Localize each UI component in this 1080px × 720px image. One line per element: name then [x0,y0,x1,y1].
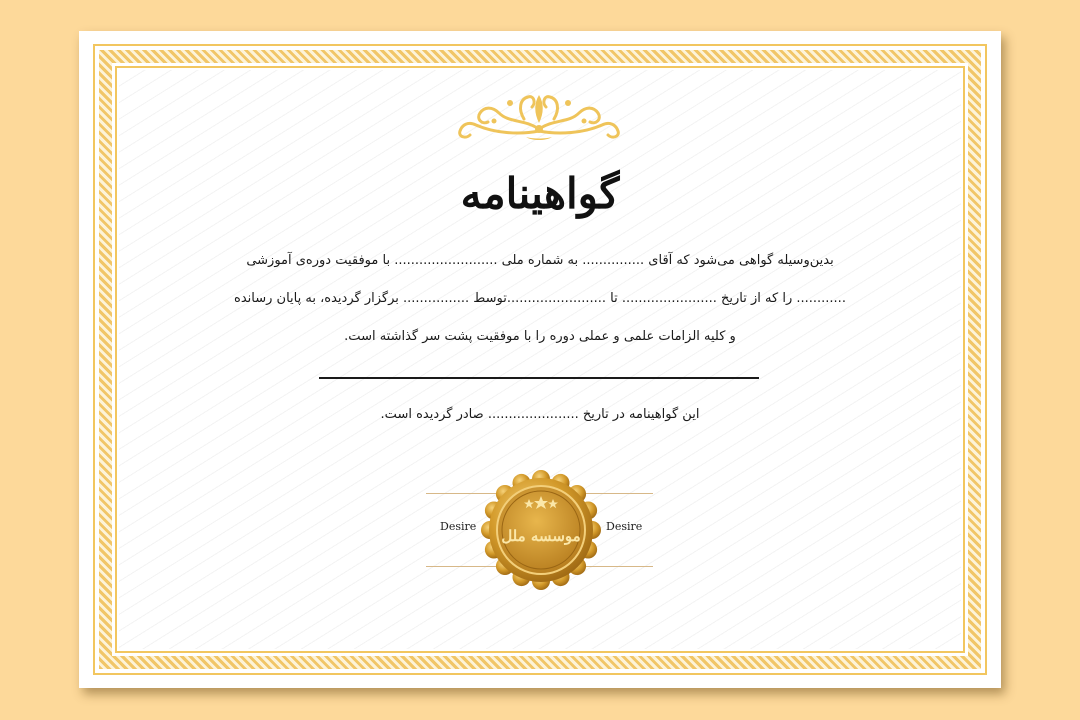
certificate-line-1: بدین‌وسیله گواهی می‌شود که آقای ............... به شماره ملی ......................... با موفقیت دوره‌ی آموزشی [246,253,834,268]
certificate-line-2: ............ را که از تاریخ ....................... تا ........................توسط ................ برگزار گردیده، به پایان رسانده [234,291,846,306]
gold-flourish-ornament [454,89,624,145]
seal-text: موسسه ملل [501,527,581,545]
gold-seal-icon [480,469,602,591]
signature-right: Desire [606,520,643,533]
signature-left: Desire [440,520,477,533]
certificate-paper [79,31,1001,688]
certificate-line-3: و کلیه الزامات علمی و عملی دوره را با موفقیت پشت سر گذاشته است. [344,329,736,344]
certificate-title: گواهینامه [460,169,620,218]
issue-date-line: این گواهینامه در تاریخ ...................... صادر گردیده است. [380,407,700,422]
divider-line [319,377,759,379]
